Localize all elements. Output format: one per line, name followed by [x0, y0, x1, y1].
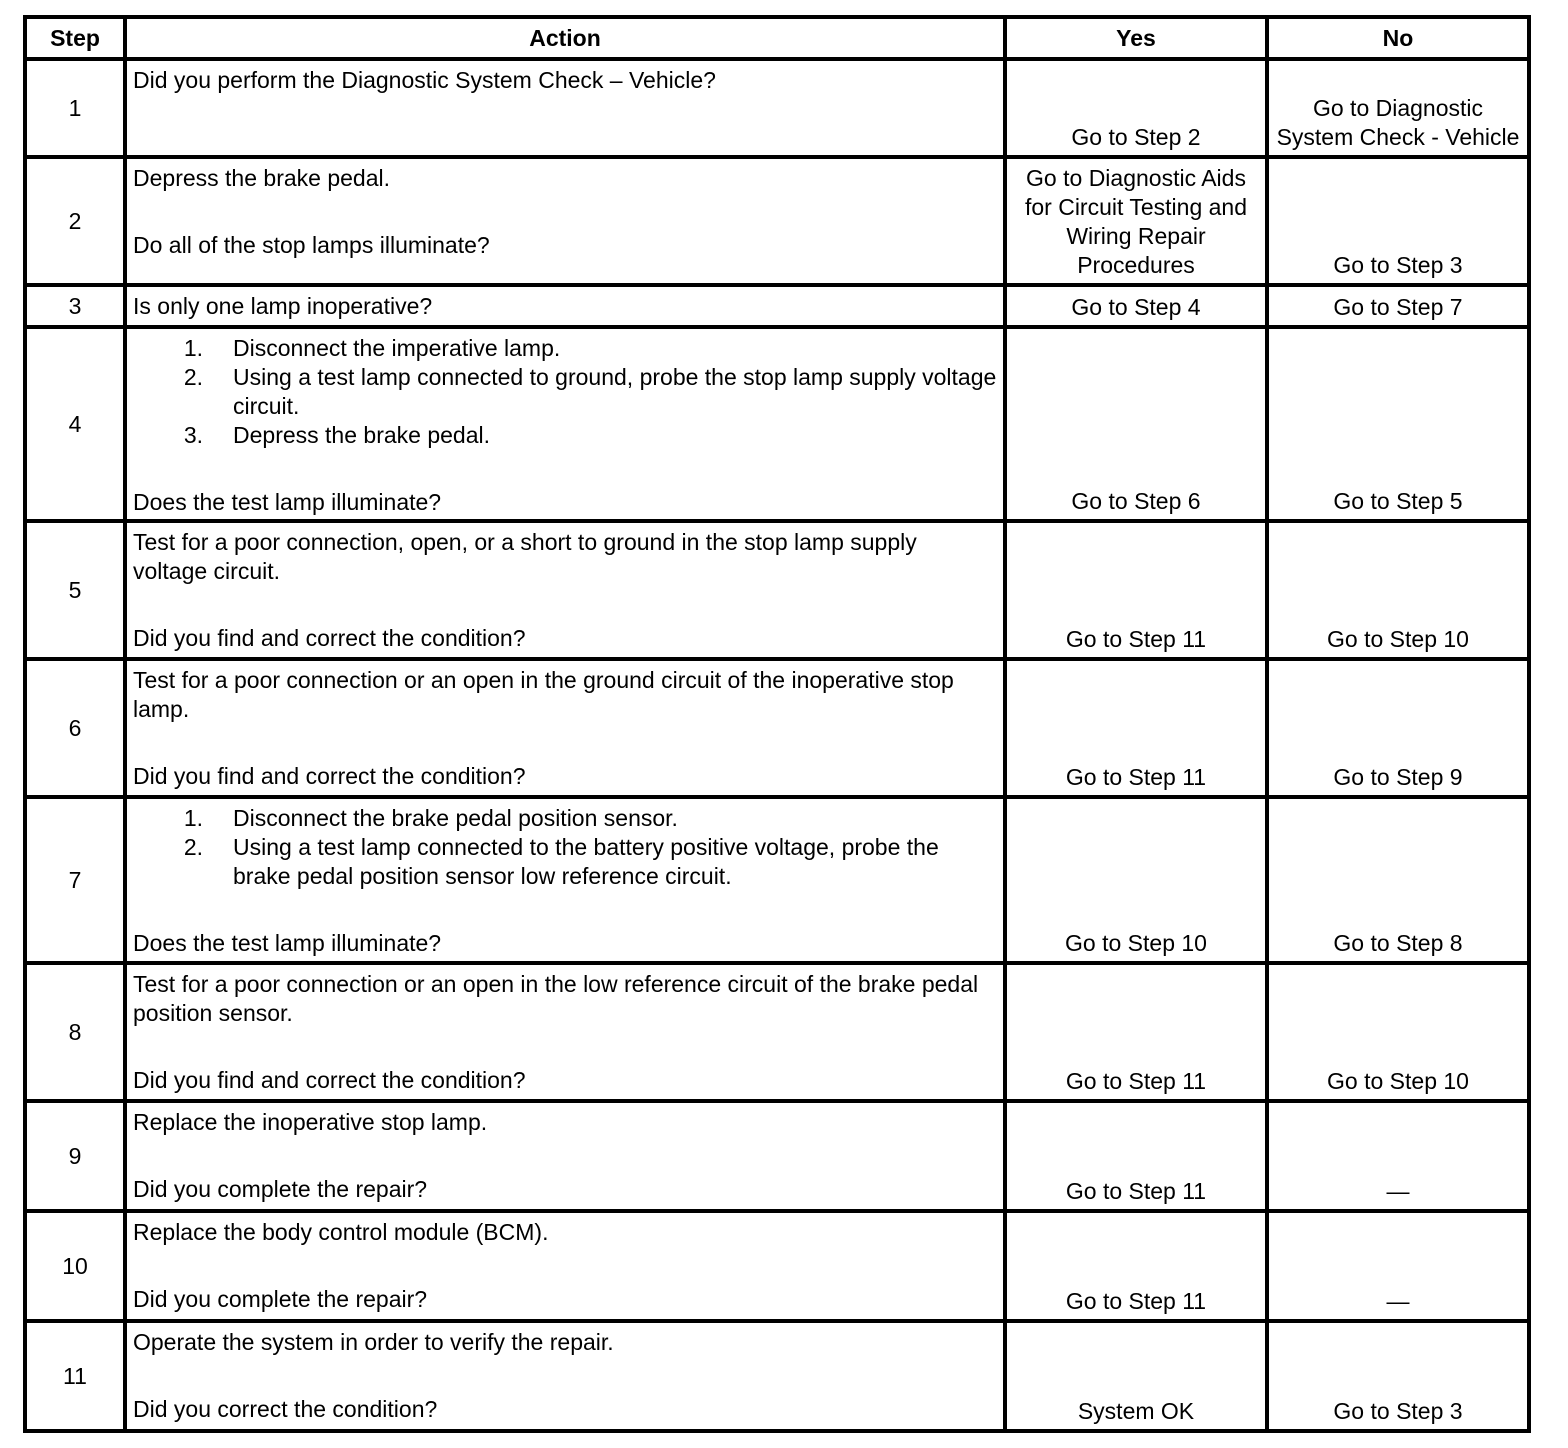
action-text: Operate the system in order to verify the repair. [133, 1329, 614, 1355]
table-row [25, 157, 1529, 285]
action-cell [125, 797, 1005, 963]
action-cell [125, 1101, 1005, 1211]
step-number: 2 [25, 157, 125, 285]
table-row [25, 327, 1529, 521]
table-row [25, 1211, 1529, 1321]
yes-result: Go to Step 2 [1005, 59, 1267, 157]
action-text: Test for a poor connection or an open in the ground circuit of the inoperative stop lamp. [133, 667, 954, 722]
list-item-text: Using a test lamp connected to ground, probe the stop lamp supply voltage circuit. [233, 364, 997, 419]
action-cell [125, 59, 1005, 157]
action-text: Is only one lamp inoperative? [133, 293, 433, 319]
action-step-list [133, 804, 997, 891]
no-result: Go to Step 7 [1267, 285, 1529, 327]
list-item-number: 1. [183, 805, 203, 831]
table-row [25, 1321, 1529, 1431]
action-question: Did you find and correct the condition? [133, 763, 526, 789]
header-row [25, 17, 1529, 59]
yes-result: Go to Step 11 [1005, 1211, 1267, 1321]
yes-result: Go to Step 11 [1005, 521, 1267, 659]
no-result: Go to Step 10 [1267, 963, 1529, 1101]
action-cell [125, 157, 1005, 285]
action-question: Does the test lamp illuminate? [133, 930, 442, 956]
yes-result: Go to Diagnostic Aids for Circuit Testing and Wiring Repair Procedures [1005, 157, 1267, 285]
action-cell [125, 963, 1005, 1101]
action-text: Did you perform the Diagnostic System Check – Vehicle? [133, 67, 716, 93]
table-row [25, 963, 1529, 1101]
no-result: Go to Step 9 [1267, 659, 1529, 797]
no-result: Go to Step 3 [1267, 1321, 1529, 1431]
list-item-text: Disconnect the imperative lamp. [233, 335, 561, 361]
list-item-text: Depress the brake pedal. [233, 422, 490, 448]
action-cell [125, 521, 1005, 659]
no-result: — [1267, 1211, 1529, 1321]
table-body [25, 59, 1529, 1431]
action-question: Did you find and correct the condition? [133, 1067, 526, 1093]
step-number: 1 [25, 59, 125, 157]
step-number: 4 [25, 327, 125, 521]
table-row [25, 659, 1529, 797]
yes-result: Go to Step 6 [1005, 327, 1267, 521]
action-text: Replace the body control module (BCM). [133, 1219, 549, 1245]
no-result: — [1267, 1101, 1529, 1211]
action-text: Test for a poor connection or an open in the low reference circuit of the brake pedal position sensor. [133, 971, 979, 1026]
step-number: 11 [25, 1321, 125, 1431]
action-cell [125, 285, 1005, 327]
list-item [133, 804, 997, 833]
header-step: Step [25, 17, 125, 59]
step-number: 10 [25, 1211, 125, 1321]
yes-result: Go to Step 4 [1005, 285, 1267, 327]
table-row [25, 59, 1529, 157]
action-step-list [133, 334, 997, 450]
yes-result: Go to Step 11 [1005, 659, 1267, 797]
action-cell [125, 1321, 1005, 1431]
list-item-number: 1. [183, 335, 203, 361]
step-number: 9 [25, 1101, 125, 1211]
action-question: Does the test lamp illuminate? [133, 489, 442, 515]
yes-result: Go to Step 10 [1005, 797, 1267, 963]
table-row [25, 285, 1529, 327]
action-question: Did you find and correct the condition? [133, 625, 526, 651]
list-item-text: Disconnect the brake pedal position sensor. [233, 805, 678, 831]
step-number: 7 [25, 797, 125, 963]
step-number: 6 [25, 659, 125, 797]
step-number: 5 [25, 521, 125, 659]
list-item-text: Using a test lamp connected to the battery positive voltage, probe the brake pedal position sensor low reference circuit. [233, 834, 939, 889]
diagnostic-table [23, 15, 1531, 1433]
action-cell [125, 1211, 1005, 1321]
list-item-number: 3. [183, 422, 203, 448]
list-item-number: 2. [183, 364, 203, 390]
action-cell [125, 327, 1005, 521]
yes-result: Go to Step 11 [1005, 963, 1267, 1101]
no-result: Go to Step 8 [1267, 797, 1529, 963]
header-yes: Yes [1005, 17, 1267, 59]
yes-result: Go to Step 11 [1005, 1101, 1267, 1211]
list-item [133, 334, 997, 363]
no-result: Go to Step 3 [1267, 157, 1529, 285]
action-text: Replace the inoperative stop lamp. [133, 1109, 488, 1135]
action-cell [125, 659, 1005, 797]
table-row [25, 521, 1529, 659]
action-question: Did you complete the repair? [133, 1176, 428, 1202]
step-number: 3 [25, 285, 125, 327]
no-result: Go to Step 5 [1267, 327, 1529, 521]
action-question: Did you correct the condition? [133, 1396, 438, 1422]
table-row [25, 797, 1529, 963]
header-no: No [1267, 17, 1529, 59]
list-item [133, 363, 997, 421]
action-question: Do all of the stop lamps illuminate? [133, 232, 490, 258]
action-text: Test for a poor connection, open, or a short to ground in the stop lamp supply voltage circuit. [133, 529, 917, 584]
action-question: Did you complete the repair? [133, 1286, 428, 1312]
list-item [133, 833, 997, 891]
no-result: Go to Diagnostic System Check - Vehicle [1267, 59, 1529, 157]
list-item [133, 421, 997, 450]
yes-result: System OK [1005, 1321, 1267, 1431]
action-text: Depress the brake pedal. [133, 165, 390, 191]
header-action: Action [125, 17, 1005, 59]
step-number: 8 [25, 963, 125, 1101]
table-row [25, 1101, 1529, 1211]
no-result: Go to Step 10 [1267, 521, 1529, 659]
list-item-number: 2. [183, 834, 203, 860]
